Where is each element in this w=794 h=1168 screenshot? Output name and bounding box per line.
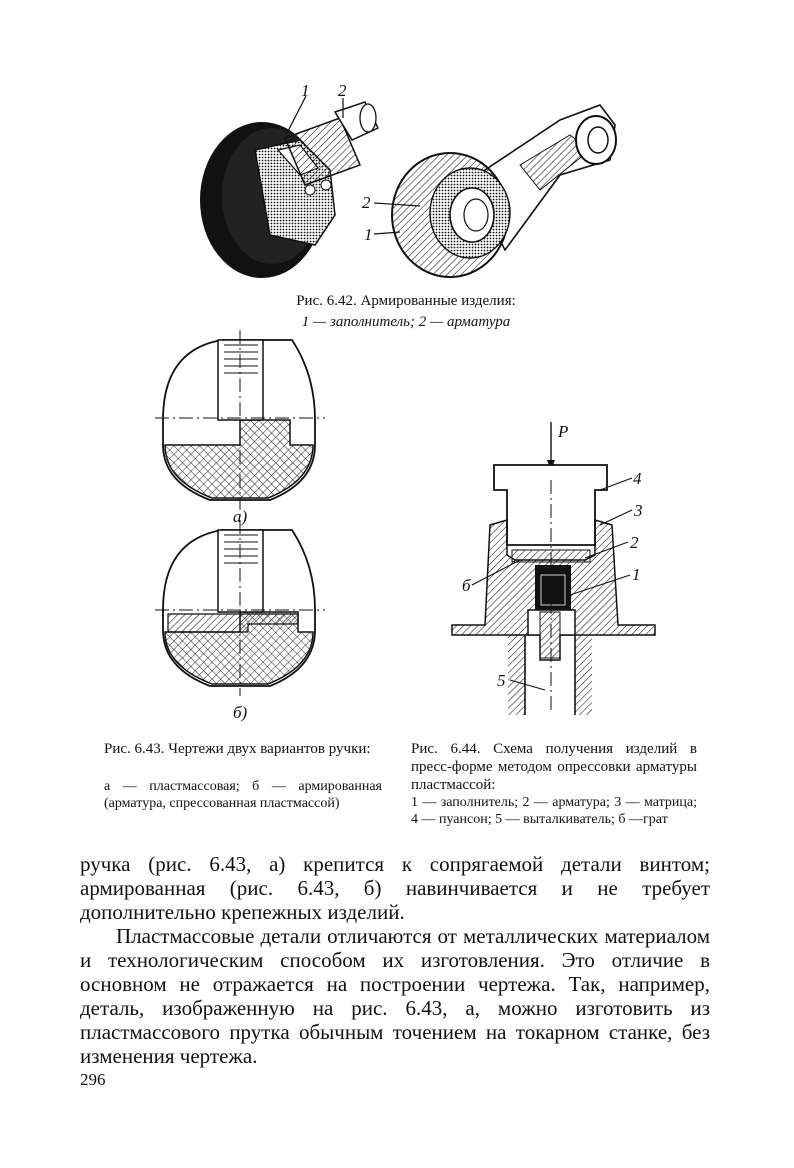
knob-illustration [200,96,378,278]
page-number: 296 [80,1070,106,1089]
fig644-caption-title: Рис. 6.44. Схема получения изделий в пресс-форме методом опрессовки арматуры пластмассой: [411,741,697,793]
fig642-label-2b: 2 [362,193,371,212]
body-paragraph-1: ручка (рис. 6.43, а) крепится к сопрягаемой детали винтом; армированная (рис. 6.43, б) навинчивается и не требует дополнительно крепежных изделий. [80,852,710,924]
fig644-label-1: 1 [632,565,641,584]
fig642-caption-legend: 1 — заполнитель; 2 — арматура [301,314,511,330]
fig644-label-3: 3 [634,501,643,520]
fig644-label-2: 2 [630,533,639,552]
fig642-label-1: 1 [301,81,310,100]
figure-6-43 [0,330,794,730]
fig644-label-6: б [462,576,471,595]
fig644-force-label: P [558,422,569,441]
fig642-label-1b: 1 [364,225,373,244]
body-paragraph-2: Пластмассовые детали отличаются от металлических материалом и технологическим способом их изготовления. Это отличие в основном не отражается на построении чертежа. Так, например, деталь, изображенную на рис. 6.43, а, можно изготовить из пластмассового прутка обычным точением на токарном станке, без изменения чертежа. [80,924,710,1068]
fig644-label-5: 5 [497,671,506,690]
press-mold-illustration [452,422,655,715]
lever-illustration [374,105,616,277]
fig642-label-2: 2 [338,81,347,100]
figure-6-42 [0,0,794,300]
fig643-caption-legend: а — пластмассовая; б — армированная (арматура, спрессованная пластмассой) [104,779,382,811]
fig644-caption-legend: 1 — заполнитель; 2 — арматура; 3 — матрица; 4 — пуансон; 5 — выталкиватель; б —грат [411,795,697,827]
fig642-caption-title: Рис. 6.42. Армированные изделия: [296,293,516,309]
handle-variant-b [155,520,325,696]
fig644-label-4: 4 [633,469,642,488]
handle-variant-a [155,330,325,510]
fig643-caption-title: Рис. 6.43. Чертежи двух вариантов ручки: [104,741,371,757]
fig643-sub-b: б) [233,703,248,722]
fig643-sub-a: а) [233,507,248,526]
